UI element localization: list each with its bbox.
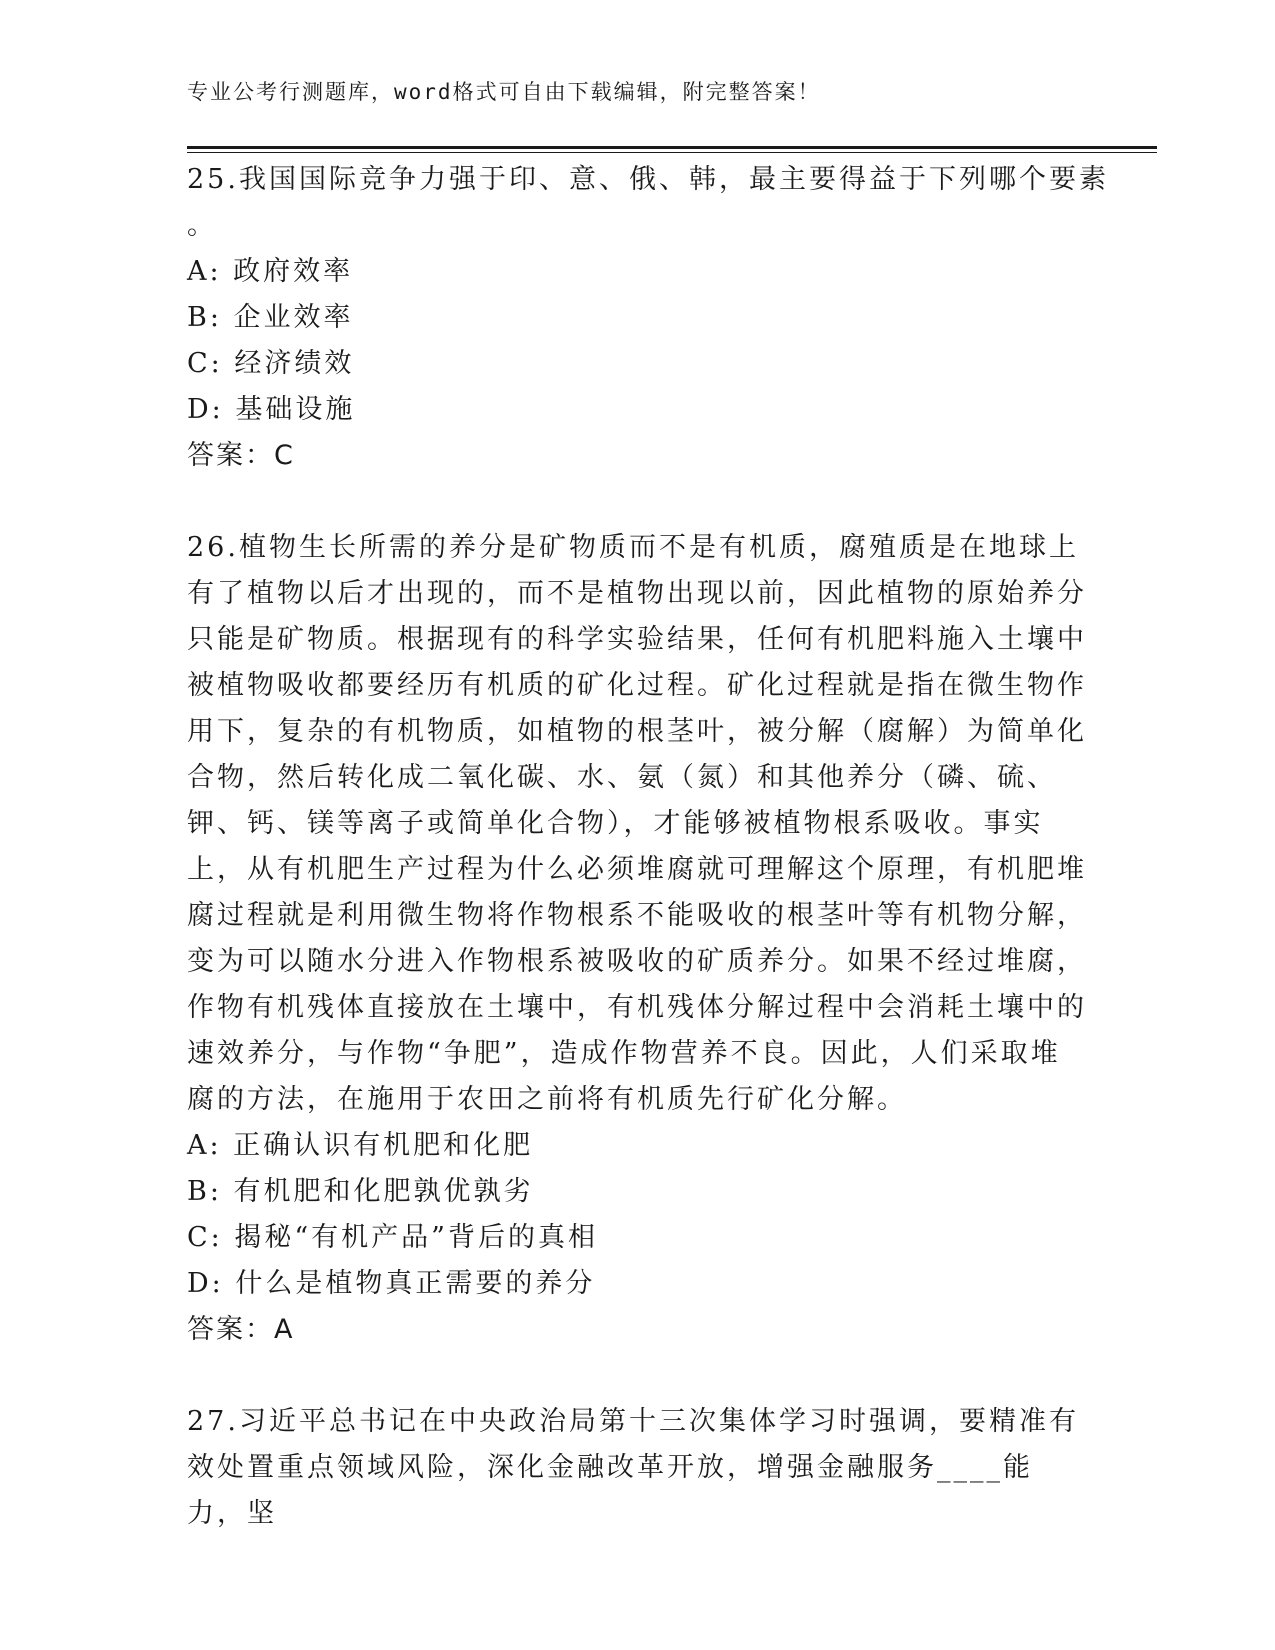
option-c: C: 经济绩效	[187, 348, 355, 379]
option-d: D: 什么是植物真正需要的养分	[187, 1268, 596, 1299]
option-b: B: 企业效率	[187, 302, 354, 333]
question-stem: 25.我国国际竞争力强于印、意、俄、韩，最主要得益于下列哪个要素	[187, 164, 1109, 195]
option-b: B: 有机肥和化肥孰优孰劣	[187, 1176, 534, 1207]
question-stem-tail: 。	[187, 210, 217, 241]
option-d: D: 基础设施	[187, 394, 356, 425]
spacer	[187, 479, 1087, 525]
question-list	[187, 157, 1109, 1537]
answer-line: 答案：A	[187, 1314, 295, 1345]
question-stem: 27.习近平总书记在中央政治局第十三次集体学习时强调，要精准有效处置重点领域风险，深化金融改革开放，增强金融服务____能力，坚	[187, 1406, 1079, 1529]
header-rule-thick	[187, 146, 1157, 149]
question-stem: 26.植物生长所需的养分是矿物质而不是有机质，腐殖质是在地球上有了植物以后才出现的，而不是植物出现以前，因此植物的原始养分只能是矿物质。根据现有的科学实验结果，任何有机肥料施入土壤中被植物吸收都要经历有机质的矿化过程。矿化过程就是指在微生物作用下，复杂的有机物质，如植物的根茎叶，被分解（腐解）为简单化合物，然后转化成二氧化碳、水、氨（氮）和其他养分（磷、硫、钾、钙、镁等离子或简单化合物），才能够被植物根系吸收。事实上，从有机肥生产过程为什么必须堆腐就可理解这个原理，有机肥堆腐过程就是利用微生物将作物根系不能吸收的根茎叶等有机物分解，变为可以随水分进入作物根系被吸收的矿质养分。如果不经过堆腐，作物有机残体直接放在土壤中，有机残体分解过程中会消耗土壤中的速效养分，与作物“争肥”，造成作物营养不良。因此，人们采取堆腐的方法，在施用于农田之前将有机质先行矿化分解。	[187, 532, 1087, 1115]
page-header-text: 专业公考行测题库，word格式可自由下载编辑，附完整答案！	[187, 80, 821, 104]
question-25	[187, 157, 1109, 479]
question-27	[187, 1399, 1087, 1537]
option-a: A: 正确认识有机肥和化肥	[187, 1130, 534, 1161]
option-c: C: 揭秘“有机产品”背后的真相	[187, 1222, 598, 1253]
answer-line: 答案：C	[187, 440, 295, 471]
option-a: A: 政府效率	[187, 256, 354, 287]
spacer	[187, 1353, 1087, 1399]
question-26	[187, 525, 1087, 1353]
header-rule-thin	[187, 152, 1157, 153]
